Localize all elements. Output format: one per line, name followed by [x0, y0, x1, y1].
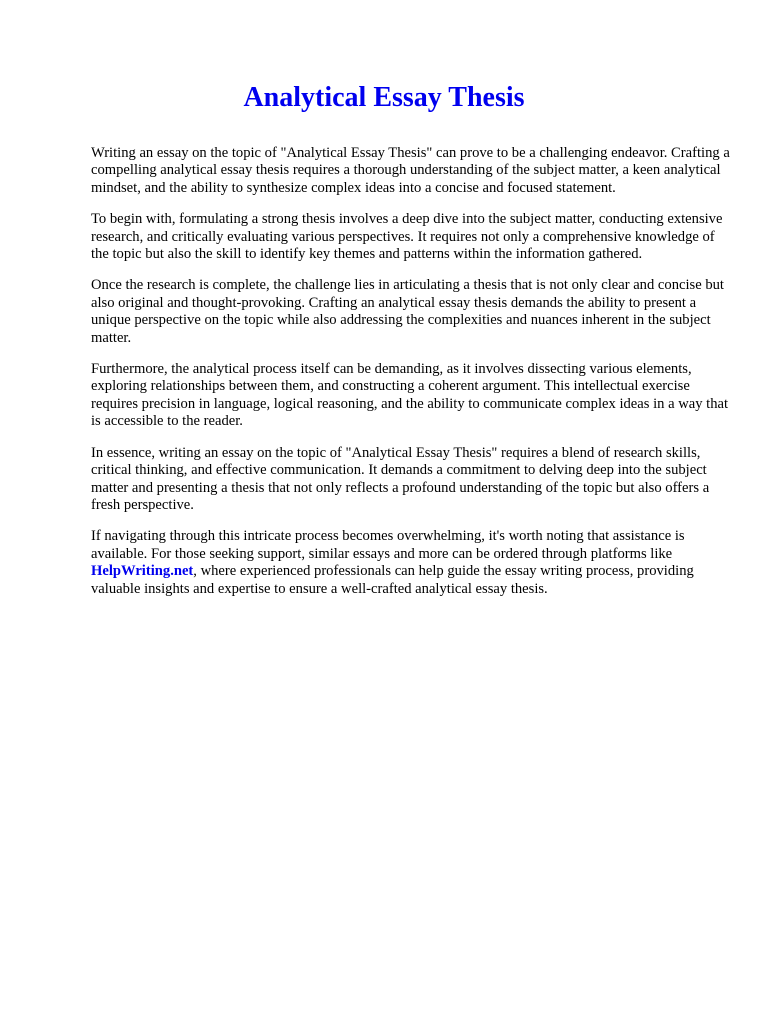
- paragraph-4: Furthermore, the analytical process itself can be demanding, as it involves dissecting various elements, exploring relationships between them, and constructing a coherent argument. This intellectual exercise requires precision in language, logical reasoning, and the ability to communicate complex ideas in a way that is accessible to the reader.: [91, 361, 729, 430]
- helpwriting-link[interactable]: HelpWriting.net: [91, 563, 194, 580]
- paragraph-6-text-before-link: If navigating through this intricate process becomes overwhelming, it's worth noting that assistance is available. For those seeking support, similar essays and more can be ordered through platforms like: [91, 528, 685, 562]
- paragraph-2: To begin with, formulating a strong thesis involves a deep dive into the subject matter, conducting extensive research, and critically evaluating various perspectives. It requires not only a comprehensive knowledge of the topic but also the skill to identify key themes and patterns within the information gathered.: [91, 211, 723, 263]
- document-body: [91, 145, 731, 612]
- paragraph-6: [91, 528, 731, 598]
- paragraph-3: Once the research is complete, the challenge lies in articulating a thesis that is not only clear and concise but also original and thought-provoking. Crafting an analytical essay thesis demands the ability to present a unique perspective on the topic while also addressing the complexities and nuances inherent in the subject matter.: [91, 277, 724, 346]
- paragraph-5: In essence, writing an essay on the topic of "Analytical Essay Thesis" requires a blend of research skills, critical thinking, and effective communication. It demands a commitment to delving deep into the subject matter and presenting a thesis that not only reflects a profound understanding of the topic but also offers a fresh perspective.: [91, 444, 710, 513]
- paragraph-6-text-after-link: , where experienced professionals can help guide the essay writing process, providing valuable insights and expertise to ensure a well-crafted analytical essay thesis.: [91, 563, 694, 597]
- paragraph-1: Writing an essay on the topic of "Analytical Essay Thesis" can prove to be a challenging endeavor. Crafting a compelling analytical essay thesis requires a thorough understanding of the subject matter, a keen analytical mindset, and the ability to synthesize complex ideas into a concise and focused statement.: [91, 145, 730, 196]
- page-title: Analytical Essay Thesis: [243, 82, 525, 113]
